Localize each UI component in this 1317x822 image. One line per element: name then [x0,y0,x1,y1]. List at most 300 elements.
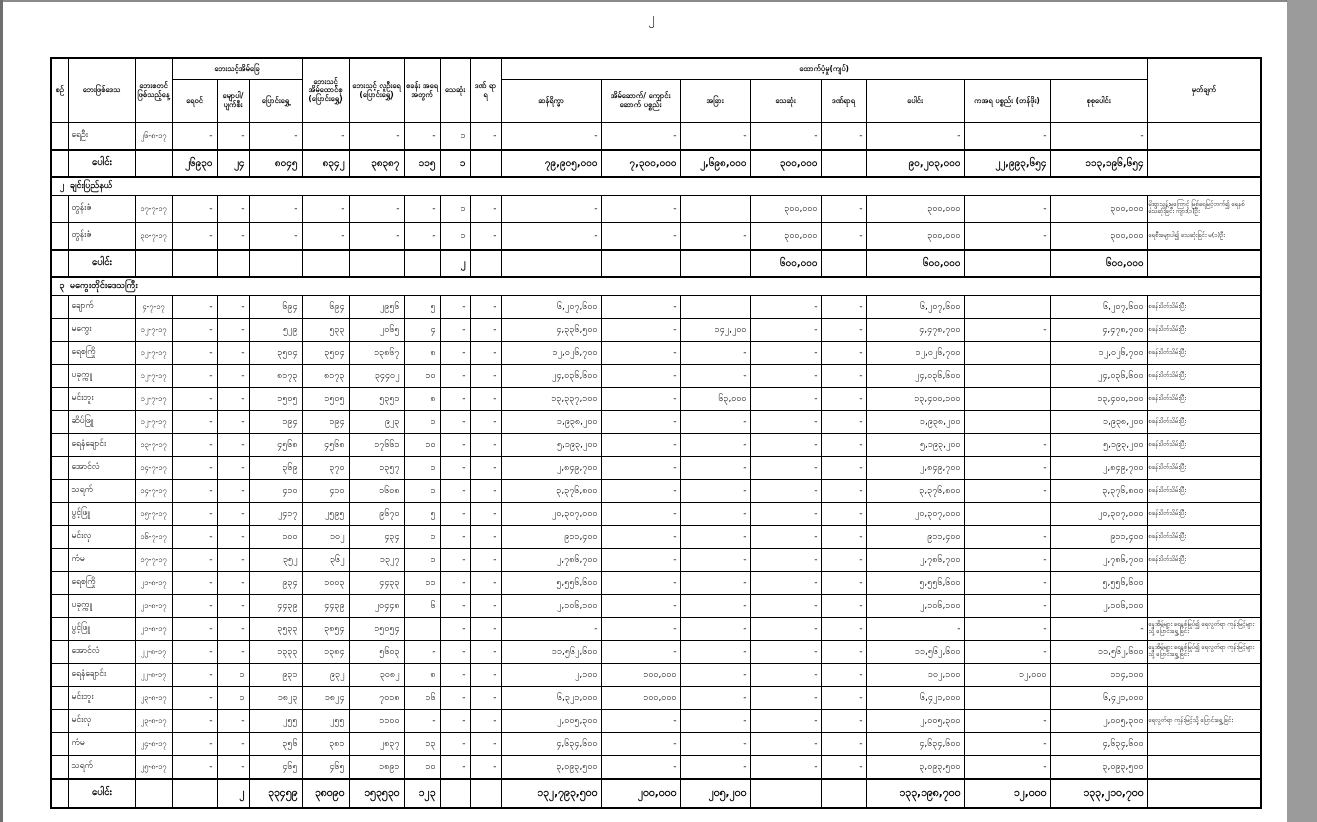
column-subheader: ပြောင်းရွှေ့ [249,80,302,123]
cell: ၁၃၂၇ [349,549,404,572]
cell: - [821,365,866,388]
cell [404,618,440,641]
cell: - [440,618,470,641]
table-row [51,365,1261,388]
table-row [51,641,1261,664]
cell [51,277,1261,296]
cell: - [217,549,249,572]
cell: ၁၄-၇-၁၇ [135,457,172,480]
column-header: မှတ်ချက် [1147,58,1261,123]
cell: ၄,၆၃၄,၆၀၀ [501,733,601,756]
cell: ပေါင်း [68,779,135,808]
cell [821,250,866,277]
cell: ၂ [440,250,470,277]
table-row [51,196,1261,223]
cell: - [172,365,217,388]
cell: စခန်းပိတ်သိမ်းပြီး [1147,365,1261,388]
cell: ၂၁-၈-၁၇ [135,572,172,595]
cell: - [750,618,821,641]
cell: - [821,618,866,641]
cell: ၄-၇-၁၇ [135,296,172,319]
table-row [51,618,1261,641]
column-subheader: ကအရ ပစ္စည်း (တန်ဖိုး) [964,80,1050,123]
cell: ၂,၈၄၉,၇၀၀ [501,457,601,480]
cell: ၁၁,၅၆၂,၆၀၀ [866,641,964,664]
cell [51,457,68,480]
cell: ၃၇၀ [302,457,349,480]
cell: ၁၀ [404,434,440,457]
cell: - [821,733,866,756]
cell: - [821,503,866,526]
column-header: စဉ် [51,58,68,123]
cell: ၂၀၀,၀၀၀ [601,779,680,808]
cell: - [217,365,249,388]
cell: ၁၂-၇-၁၇ [135,388,172,411]
cell [302,250,349,277]
cell: - [440,319,470,342]
column-header: ဘေးသင့်အိမ်ခြေ [172,58,302,80]
cell [1147,595,1261,618]
cell: ၅,၁၉၃,၂၀၀ [501,434,601,457]
cell: ၉၁၁,၄၀၀ [866,526,964,549]
cell: - [217,503,249,526]
cell: ၂၅၅ [249,710,302,733]
cell: - [680,411,750,434]
cell: ၂,၇၈၆,၇၀၀ [501,549,601,572]
cell: - [750,641,821,664]
cell: - [964,572,1050,595]
cell: ၁၅၃၅၃၀ [349,779,404,808]
cell [680,296,750,319]
cell: - [404,710,440,733]
page-number: ၂ [648,11,655,26]
cell: - [249,223,302,251]
cell: - [404,196,440,223]
cell: - [440,342,470,365]
cell: ၁၂၃ [404,779,440,808]
cell: ၂,၇၈၆,၇၀၀ [866,549,964,572]
cell [172,250,217,277]
cell: ၃၀၈၂ [349,664,404,687]
cell: - [964,434,1050,457]
cell: - [440,411,470,434]
cell: ၅၃၅၁ [349,388,404,411]
cell: - [172,388,217,411]
cell: ၁၀၂ [302,526,349,549]
cell: - [470,223,501,251]
cell: ၁၃၂,၇၉၃,၅၀၀ [501,779,601,808]
cell: ၈၃၄၂ [302,150,349,177]
cell: - [470,319,501,342]
cell: - [601,733,680,756]
cell: - [440,365,470,388]
cell: - [501,123,601,151]
cell: ၃၅၆ [249,733,302,756]
table-row [51,756,1261,780]
total-row [51,150,1261,177]
cell: - [440,733,470,756]
cell: ၁၅၀၅၄ [349,618,404,641]
column-subheader: မျောပါ/ ပျက်စီး [217,80,249,123]
cell: ၃၀၀,၀၀၀ [750,196,821,223]
cell: - [217,342,249,365]
cell: - [680,710,750,733]
cell: - [217,411,249,434]
cell: - [470,196,501,223]
cell [51,319,68,342]
cell: ၄၅၆၈ [249,434,302,457]
cell: ၆,၂၀၇,၆၀၀ [866,296,964,319]
cell: - [680,123,750,151]
cell: ၁၅၀၅ [249,388,302,411]
cell: ၁၁၄,၁၀၀ [1050,664,1147,687]
cell: ၅ [404,296,440,319]
cell: ၁၃၃,၂၁၀,၇၀၀ [1050,779,1147,808]
cell: ၁ [404,480,440,503]
cell: ၁၈၂၄ [302,687,349,710]
cell: ၈၀၄၅ [249,150,302,177]
cell: - [750,480,821,503]
cell: ၂,၈၄၉,၇၀၀ [866,457,964,480]
cell: ၁၃၈၆၇ [349,342,404,365]
cell [51,710,68,733]
cell: - [217,526,249,549]
cell [470,779,501,808]
cell: ၄,၆၃၄,၆၀၀ [1050,733,1147,756]
cell: ၃၃၄၅၉ [249,779,302,808]
cell: ၃,၀၉၃,၅၀၀ [866,756,964,780]
table-row [51,296,1261,319]
cell: ၂,၁၀၀ [501,664,601,687]
table-header [51,58,1261,123]
cell: ၂,၁၀၆,၁၀၀ [1050,595,1147,618]
cell: ၁၂,၀၀၀ [964,779,1050,808]
cell: ၁၁၀၀ [349,710,404,733]
cell: ၁၂,၀၀၀ [964,664,1050,687]
cell: ၄,၆၃၄,၆၀၀ [866,733,964,756]
cell: - [217,296,249,319]
table-row [51,411,1261,434]
cell: ၃၆၉ [249,457,302,480]
cell [964,296,1050,319]
table-row [51,710,1261,733]
cell: ၃၆၂ [302,549,349,572]
cell: မင်းလှ [68,710,135,733]
cell: - [750,319,821,342]
cell: ၂,၀၀၅,၃၀၀ [501,710,601,733]
cell: စခန်းပိတ်သိမ်းပြီး [1147,434,1261,457]
cell: ၂၄၁၇ [249,503,302,526]
cell: - [440,687,470,710]
cell: - [601,223,680,251]
cell: ၆ [404,595,440,618]
column-subheader: ဒဏ်ရာရ [821,80,866,123]
cell: - [440,641,470,664]
cell: စခန်းပိတ်သိမ်းပြီး [1147,342,1261,365]
cell: ၁၀၂,၁၀၀ [866,664,964,687]
cell: တွန်းဇံ [68,196,135,223]
cell: စခန်းပိတ်သိမ်းပြီး [1147,549,1261,572]
table-row [51,434,1261,457]
cell: ပွင့်ဖြူ [68,503,135,526]
cell: - [470,549,501,572]
cell: - [750,756,821,780]
cell: ၁၂,၀၂၆,၇၀၀ [501,342,601,365]
cell: - [750,687,821,710]
cell: - [470,411,501,434]
cell: - [601,296,680,319]
cell: ချောက် [68,296,135,319]
cell: - [470,595,501,618]
cell: - [440,480,470,503]
cell: ၁၁၅ [404,150,440,177]
cell: ၂,၁၀၆,၁၀၀ [501,595,601,618]
column-header: စခန်း အရေ အတွက် [404,58,440,123]
cell: ၁၁,၅၆၂,၆၀၀ [501,641,601,664]
cell: သရက် [68,480,135,503]
cell: ၆၃,၀၀၀ [680,388,750,411]
cell: ၂၃-၈-၁၇ [135,687,172,710]
cell [349,250,404,277]
cell: ၁ [440,123,470,151]
cell [51,572,68,595]
column-subheader: အခြား [680,80,750,123]
table-body [51,123,1261,809]
cell: ၇၀၁၈ [349,687,404,710]
cell: - [601,549,680,572]
cell [51,388,68,411]
cell: ၃,၃၇၆,၈၀၀ [866,480,964,503]
cell: - [680,480,750,503]
column-header: ဘေးသင့် အိမ်ထောင်စု (ပြောင်းရွှေ့) [302,58,349,123]
cell: - [349,123,404,151]
cell: ၂,၈၄၉,၇၀၀ [1050,457,1147,480]
cell: မင်းဘူး [68,388,135,411]
cell [470,250,501,277]
relief-table-wrapper [50,57,1262,809]
total-row [51,250,1261,277]
table-row [51,572,1261,595]
cell: ၁ [404,549,440,572]
cell: - [680,457,750,480]
cell [51,664,68,687]
cell: - [601,365,680,388]
cell [172,779,217,808]
cell [1147,250,1261,277]
cell: ၆,၂၀၇,၆၀၀ [501,296,601,319]
cell: - [470,572,501,595]
cell: - [172,618,217,641]
cell: - [750,457,821,480]
cell: ၄၄၃၉ [249,595,302,618]
cell: - [750,296,821,319]
cell: ၂,၀၀၅,၃၀၀ [866,710,964,733]
table-row [51,123,1261,151]
cell: - [680,595,750,618]
total-row [51,779,1261,808]
cell: ၃၅၀၄ [249,342,302,365]
column-header: ဒဏ် ရာ ရ [470,58,501,123]
cell: ၂၄,၀၃၆,၆၀၀ [866,365,964,388]
cell: ၂,၁၀၆,၁၀၀ [866,595,964,618]
cell: - [866,123,964,151]
cell: ၁ [404,457,440,480]
cell: ၂ [217,779,249,808]
cell: ၁ [440,223,470,251]
cell: - [964,480,1050,503]
cell: ၁၀ [404,756,440,780]
cell: - [470,434,501,457]
cell: - [964,595,1050,618]
cell: - [750,123,821,151]
cell: - [821,411,866,434]
cell: ၂၀,၃၀၇,၀၀၀ [1050,503,1147,526]
cell: - [172,196,217,223]
cell: - [601,319,680,342]
cell: - [470,618,501,641]
cell: - [302,123,349,151]
cell: ၁ [440,196,470,223]
cell: - [601,595,680,618]
cell: ၂,၀၀၅,၃၀၀ [1050,710,1147,733]
cell: ၁၂-၇-၁၇ [135,411,172,434]
cell: ၁၁,၅၆၂,၆၀၀ [1050,641,1147,664]
cell: - [249,196,302,223]
cell: - [821,457,866,480]
cell: ၄ [404,319,440,342]
cell: - [440,388,470,411]
cell: ၁၇-၇-၁၇ [135,196,172,223]
cell: - [601,480,680,503]
cell: - [470,526,501,549]
column-header: သေဆုံး [440,58,470,123]
cell: - [964,223,1050,251]
cell: ၉၃၁ [249,664,302,687]
cell: - [172,457,217,480]
cell [51,503,68,526]
cell: ၁၃,၄၀၀,၁၀၀ [866,388,964,411]
cell: ၁၅-၇-၁၇ [135,503,172,526]
cell: - [750,411,821,434]
cell: ၄,၄၇၈,၇၀၀ [1050,319,1147,342]
cell: ၃၀၀,၀၀၀ [866,223,964,251]
cell: - [440,572,470,595]
cell: - [217,123,249,151]
cell: ၄၁၀ [249,480,302,503]
cell: - [821,196,866,223]
cell [51,150,68,177]
cell: ၁ [404,411,440,434]
cell: - [821,756,866,780]
column-subheader: စုစုပေါင်း [1050,80,1147,123]
cell: - [601,756,680,780]
cell: - [172,756,217,780]
section-title: ချင်းပြည်နယ် [70,181,113,192]
cell: ၉၆၇၀ [349,503,404,526]
cell: - [440,457,470,480]
cell [680,196,750,223]
cell: ၅,၁၉၃,၂၀၀ [866,434,964,457]
cell: ၁၆ [404,687,440,710]
cell: - [172,526,217,549]
cell: - [680,526,750,549]
cell [51,177,1261,196]
cell: ၂၆၉၃၀ [172,150,217,177]
cell: ရေဦး [68,123,135,151]
cell: - [172,503,217,526]
cell: - [440,756,470,780]
cell: ၁၃,၄၀၀,၁၀၀ [1050,388,1147,411]
document-page [3,2,1287,822]
cell [135,779,172,808]
cell: - [866,618,964,641]
cell: - [750,526,821,549]
cell [1147,687,1261,710]
cell: ၄၆၅ [302,756,349,780]
cell [135,250,172,277]
cell: - [750,733,821,756]
cell: - [821,595,866,618]
cell: ရေနံချောင်း [68,664,135,687]
cell: ၂,၇၈၆,၇၀၀ [1050,549,1147,572]
cell: - [680,342,750,365]
cell: - [470,123,501,151]
column-subheader: အိမ်ဆောက်/ ကျောင်းဆောက် ပစ္စည်း [601,80,680,123]
cell: နေအိမ်များ ရေနစ်မြုပ်၍ ရေလွတ်ရာ ကုန်းမြင့်များသို့ ပြောင်းရွှေ့ခြင်း [1147,618,1261,641]
cell: - [217,710,249,733]
cell [1147,779,1261,808]
cell: ၅၆၀၃ [349,641,404,664]
cell [51,434,68,457]
cell: - [470,457,501,480]
cell [51,618,68,641]
cell: - [440,664,470,687]
cell: - [821,687,866,710]
cell: - [172,319,217,342]
cell: - [680,756,750,780]
cell: - [470,756,501,780]
cell: ၂၉၅၆ [349,296,404,319]
cell [217,250,249,277]
cell: - [470,664,501,687]
cell: - [750,664,821,687]
cell: ၁၂-၇-၁၇ [135,319,172,342]
cell [51,549,68,572]
column-header: ထောက်ပံ့မှု(ကျပ်) [501,58,1147,80]
cell: ၁၀၀,၀၀၀ [601,664,680,687]
cell: ၂,၆၉၈,၀၀၀ [680,150,750,177]
cell: - [217,480,249,503]
column-subheader: ပေါင်း [866,80,964,123]
cell: - [470,687,501,710]
cell: ၁၈၉၁ [349,756,404,780]
cell: မကွေး [68,319,135,342]
table-row [51,595,1261,618]
cell: ၁၄-၇-၁၇ [135,480,172,503]
cell: ၅ [404,503,440,526]
table-row [51,388,1261,411]
cell: ၅၃၃ [302,319,349,342]
cell: - [440,296,470,319]
cell: - [217,434,249,457]
column-subheader: ရေဝင် [172,80,217,123]
cell: ၄၃၄ [349,526,404,549]
cell: အောင်လံ [68,641,135,664]
cell: - [821,296,866,319]
cell: - [172,733,217,756]
cell: - [217,223,249,251]
cell: - [302,223,349,251]
